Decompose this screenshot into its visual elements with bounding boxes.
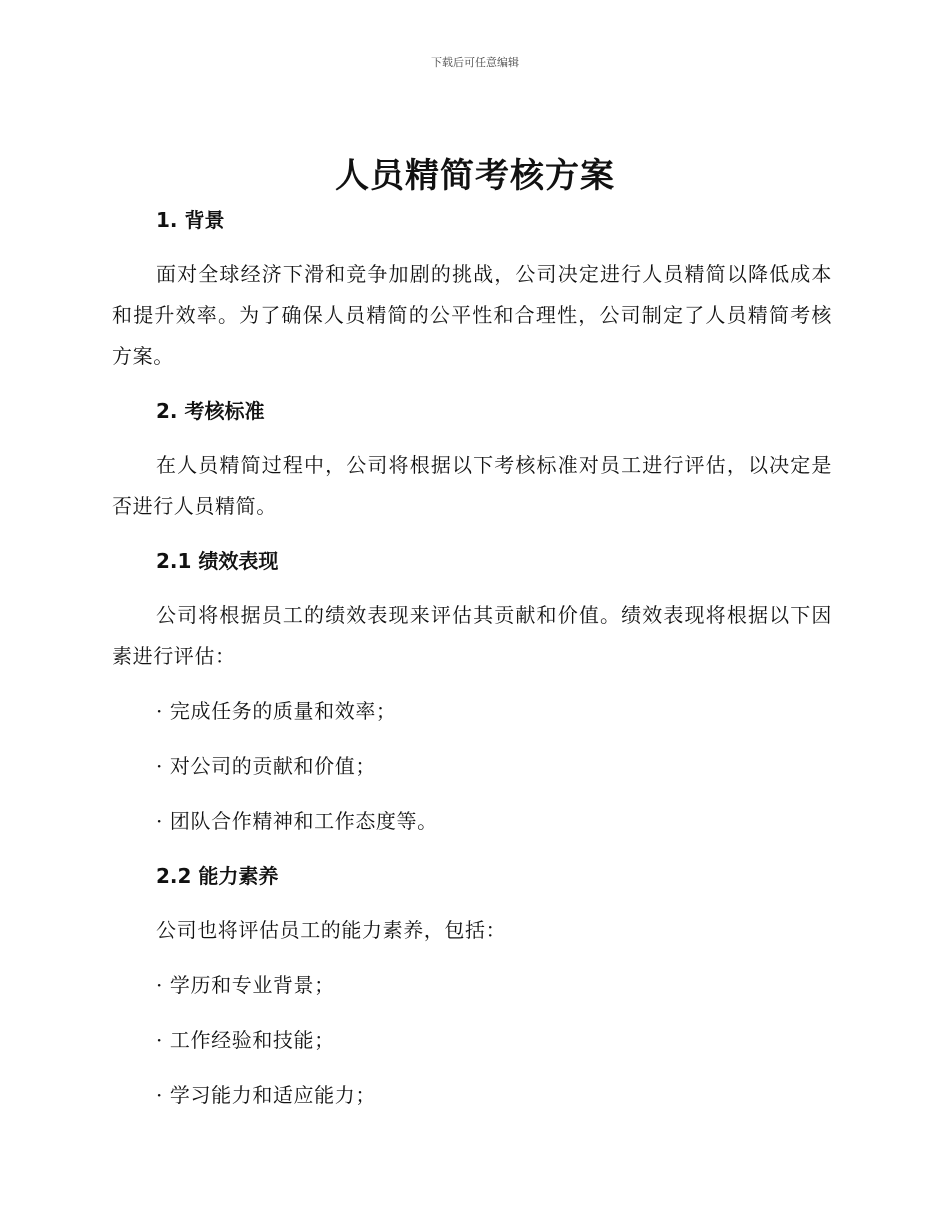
bullet-item: · 学历和专业背景；: [156, 973, 335, 997]
section-paragraph-ability: 公司也将评估员工的能力素养，包括：: [156, 918, 507, 942]
bullet-item: · 完成任务的质量和效率；: [156, 699, 397, 723]
section-paragraph-performance: 公司将根据员工的绩效表现来评估其贡献和价值。绩效表现将根据以下因素进行评估：: [112, 603, 832, 668]
section-heading-background: 1. 背景: [156, 208, 225, 232]
bullet-item: · 对公司的贡献和价值；: [156, 754, 376, 778]
page-header-note: 下载后可任意编辑: [431, 56, 519, 69]
bullet-item: · 工作经验和技能；: [156, 1028, 335, 1052]
section-paragraph-background: 面对全球经济下滑和竞争加剧的挑战，公司决定进行人员精简以降低成本和提升效率。为了确保人员精简的公平性和合理性，公司制定了人员精简考核方案。: [112, 262, 832, 368]
bullet-item: · 团队合作精神和工作态度等。: [156, 809, 438, 833]
section-heading-criteria: 2. 考核标准: [156, 399, 265, 423]
document-body: [112, 200, 832, 1130]
section-heading-performance: 2.1 绩效表现: [156, 549, 279, 573]
document-title: 人员精简考核方案: [335, 156, 615, 196]
bullet-item: · 学习能力和适应能力；: [156, 1083, 376, 1107]
section-heading-ability: 2.2 能力素养: [156, 864, 279, 888]
section-paragraph-criteria: 在人员精简过程中，公司将根据以下考核标准对员工进行评估，以决定是否进行人员精简。: [112, 453, 832, 518]
